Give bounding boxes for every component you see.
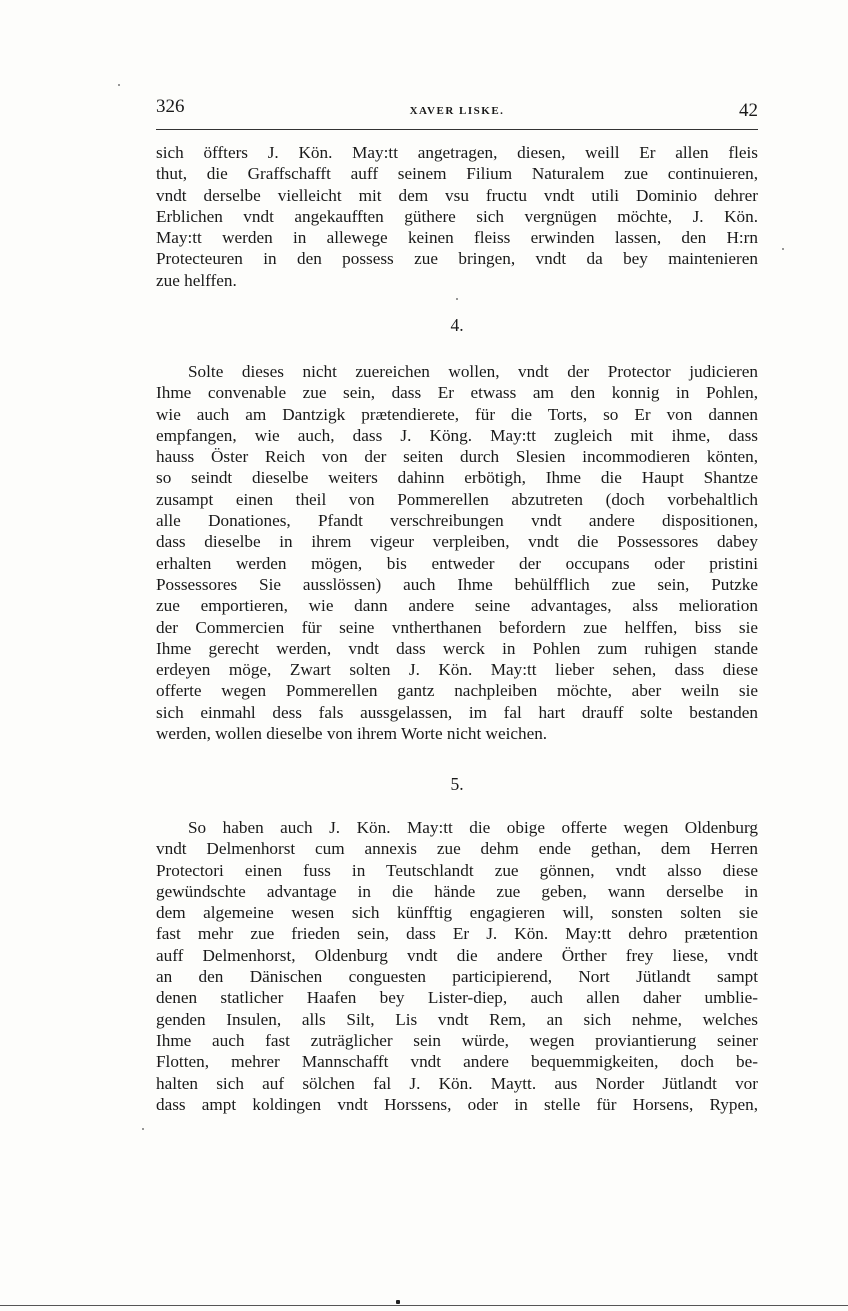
text-line: zue emportieren, wie dann andere seine advantages, alss melioration (156, 596, 758, 616)
text-line: Erblichen vndt angekaufften güthere sich vergnügen möchte, J. Kön. (156, 206, 758, 226)
page-header (156, 96, 758, 126)
paragraph-section-5 (156, 817, 758, 1115)
text-line: gewündschte advantage in die hände zue geben, wann derselbe in (156, 881, 758, 901)
text-line: Possessores Sie ausslössen) auch Ihme behülfflich zue sein, Putzke (156, 574, 758, 594)
text-line: sich einmahl dess fals aussgelassen, im fal hart drauff solte bestanden (156, 702, 758, 722)
text-line: Ihme convenable zue sein, dass Er etwass am den konnig in Pohlen, (156, 383, 758, 403)
text-line: vndt Delmenhorst cum annexis zue dehm ende gethan, dem Herren (156, 839, 758, 859)
text-line: Ihme gerecht werden, vndt dass werck in Pohlen zum ruhigen stande (156, 638, 758, 658)
text-line: dass dieselbe in ihrem vigeur verpleiben, vndt die Possessores dabey (156, 532, 758, 552)
scan-mark (396, 1300, 400, 1304)
page-number: 326 (156, 96, 185, 117)
text-line: erhalten werden mögen, bis entweder der occupans oder pristini (156, 553, 758, 573)
bottom-edge-rule (0, 1305, 848, 1306)
text-line: fast mehr zue frieden sein, dass Er J. Kön. May:tt dehro prætention (156, 924, 758, 944)
section-number-5: 5. (450, 774, 464, 794)
scan-speck (782, 248, 784, 250)
section-number-4: 4. (450, 315, 464, 335)
text-line: halten sich auf sölchen fal J. Kön. Maytt. aus Norder Jütlandt vor (156, 1073, 758, 1093)
running-head: XAVER LISKE. (409, 105, 505, 117)
text-line: auff Delmenhorst, Oldenburg vndt die andere Örther frey liese, vndt (156, 945, 758, 965)
text-line: vndt derselbe vielleicht mit dem vsu fructu vndt utili Dominio dehrer (156, 185, 758, 205)
header-rule (156, 129, 758, 130)
text-line: empfangen, wie auch, dass J. Köng. May:tt zugleich mit ihme, dass (156, 425, 758, 445)
text-line: zue helffen. (156, 270, 237, 290)
text-line: sich öffters J. Kön. May:tt angetragen, diesen, weill Er allen fleis (156, 143, 758, 162)
text-line: thut, die Graffschafft auff seinem Filium Naturalem zue continuieren, (156, 164, 758, 184)
scan-speck (118, 84, 120, 86)
text-line: hauss Öster Reich von der seiten durch Slesien incommodieren könten, (156, 447, 758, 467)
text-line: Flotten, mehrer Mannschafft vndt andere bequemmigkeiten, doch be- (156, 1052, 758, 1072)
text-line: Protectori einen fuss in Teutschlandt zue gönnen, vndt alsso diese (156, 860, 758, 880)
text-line: dem algemeine wesen sich künfftig engagieren will, sonsten solten sie (156, 903, 758, 923)
text-line: erdeyen möge, Zwart solten J. Kön. May:tt lieber sehen, dass diese (156, 660, 758, 680)
text-line: May:tt werden in allewege keinen fleiss erwinden lassen, den H:rn (156, 228, 758, 248)
scan-speck (456, 298, 458, 300)
text-line: so seindt dieselbe weiters dahinn erbötigh, Ihme die Haupt Shantze (156, 468, 758, 488)
text-line: alle Donationes, Pfandt verschreibungen vndt andere dispositionen, (156, 511, 758, 531)
paragraph-section-4 (156, 361, 758, 744)
text-line: offerte wegen Pommerellen gantz nachpleiben möchte, aber weiln sie (156, 681, 758, 701)
text-line: zusampt einen theil von Pommerellen abzutreten (doch vorbehaltlich (156, 489, 758, 509)
text-line: Protecteuren in den possess zue bringen, vndt da bey maintenieren (156, 249, 758, 269)
text-line: an den Dänischen conguesten participierend, Nort Jütlandt sampt (156, 967, 758, 987)
text-line: Ihme auch fast zuträglicher sein würde, wegen proviantierung seiner (156, 1030, 758, 1050)
paragraph-continuation (156, 142, 758, 291)
text-line: wie auch am Dantzigk prætendierete, für die Torts, so Er von dannen (156, 404, 758, 424)
text-line: dass ampt koldingen vndt Horssens, oder in stelle für Horsens, Rypen, (156, 1094, 758, 1114)
text-line: genden Insulen, alls Silt, Lis vndt Rem, an sich nehme, welches (156, 1009, 758, 1029)
text-line: So haben auch J. Kön. May:tt die obige offerte wegen Oldenburg (188, 818, 758, 837)
sheet-number: 42 (739, 100, 758, 121)
scan-speck (142, 1128, 144, 1130)
text-line: der Commercien für seine vntherthanen befordern zue helffen, biss sie (156, 617, 758, 637)
text-line: werden, wollen dieselbe von ihrem Worte nicht weichen. (156, 724, 548, 744)
text-line: Solte dieses nicht zuereichen wollen, vndt der Protector judicieren (188, 362, 758, 381)
text-line: denen statlicher Haafen bey Lister-diep, auch allen daher umblie- (156, 988, 758, 1008)
